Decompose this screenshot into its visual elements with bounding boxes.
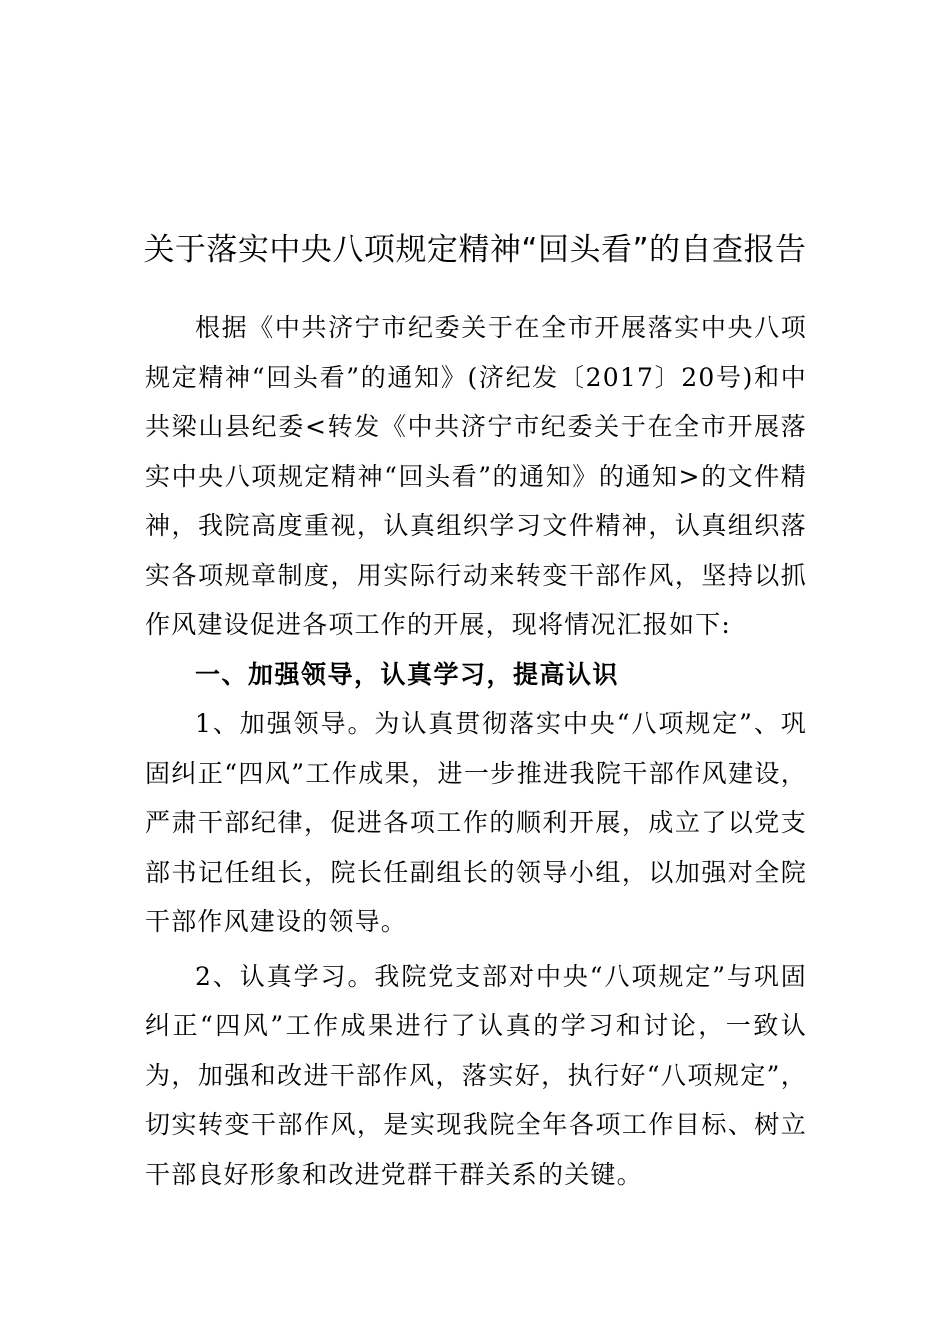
document-title: 关于落实中央八项规定精神“回头看”的自查报告 [143, 232, 807, 268]
item-paragraph-1: 1、加强领导。为认真贯彻落实中央“八项规定”、巩固纠正“四风”工作成果，进一步推进我院干部作风建设，严肃干部纪律，促进各项工作的顺利开展，成立了以党支部书记任组长，院长任副组长的领导小组，以加强对全院干部作风建设的领导。 [145, 709, 807, 936]
intro-paragraph: 根据《中共济宁市纪委关于在全市开展落实中央八项规定精神“回头看”的通知》(济纪发〔2017〕20号)和中共梁山县纪委<转发《中共济宁市纪委关于在全市开展落实中央八项规定精神“回头看”的通知》的通知>的文件精神，我院高度重视，认真组织学习文件精神，认真组织落实各项规章制度，用实际行动来转变干部作风，坚持以抓作风建设促进各项工作的开展，现将情况汇报如下: [145, 313, 807, 639]
section-heading: 一、加强领导，认真学习，提高认识 [195, 659, 620, 689]
document-body [145, 303, 807, 1199]
item-paragraph-2: 2、认真学习。我院党支部对中央“八项规定”与巩固纠正“四风”工作成果进行了认真的学习和讨论，一致认为，加强和改进干部作风，落实好，执行好“八项规定”，切实转变干部作风，是实现我院全年各项工作目标、树立干部良好形象和改进党群干群关系的关键。 [145, 961, 807, 1189]
